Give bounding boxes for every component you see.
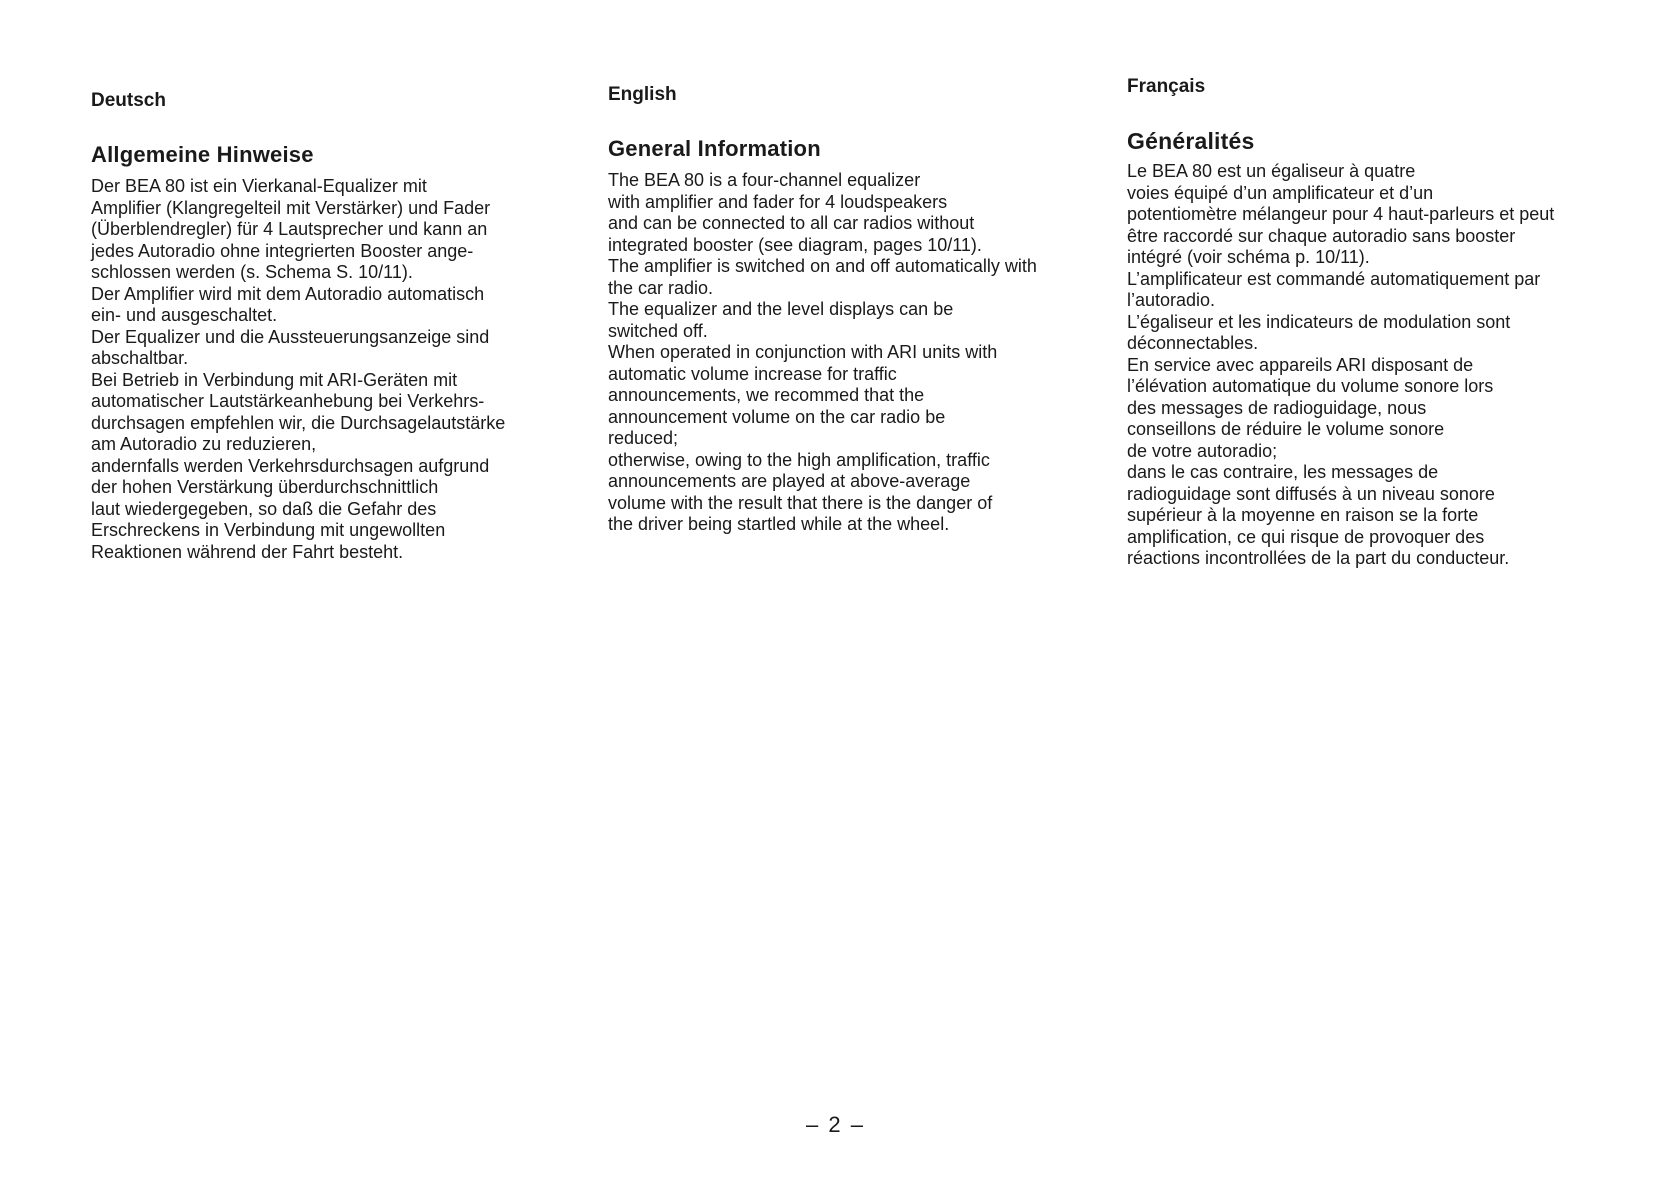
- language-label: Deutsch: [91, 90, 166, 111]
- text-line: with amplifier and fader for 4 loudspeakers: [608, 191, 948, 212]
- text-line: Erschreckens in Verbindung mit ungewollten: [91, 520, 446, 540]
- text-line: announcements are played at above-average: [608, 471, 971, 491]
- text-line: jedes Autoradio ohne integrierten Booster ange-: [91, 240, 474, 261]
- text-line: When operated in conjunction with ARI units with: [608, 342, 998, 362]
- text-line: Reaktionen während der Fahrt besteht.: [91, 541, 404, 562]
- text-line: automatic volume increase for traffic: [608, 363, 897, 384]
- text-line: Der BEA 80 ist ein Vierkanal-Equalizer mit: [91, 176, 427, 196]
- text-line: Der Equalizer und die Aussteuerungsanzeige sind: [91, 326, 490, 347]
- section-title: Allgemeine Hinweise: [91, 142, 314, 167]
- text-line: voies équipé d’un amplificateur et d’un: [1127, 182, 1434, 203]
- column-deutsch: [91, 90, 591, 563]
- text-line: automatischer Lautstärkeanhebung bei Verkehrs-: [91, 391, 485, 411]
- text-line: amplification, ce qui risque de provoquer des: [1127, 526, 1485, 547]
- text-line: The equalizer and the level displays can be: [608, 299, 954, 319]
- text-line: otherwise, owing to the high amplification, traffic: [608, 449, 990, 470]
- text-line: intégré (voir schéma p. 10/11).: [1127, 247, 1370, 267]
- text-line: l’élévation automatique du volume sonore lors: [1127, 376, 1494, 396]
- section-title: Généralités: [1127, 128, 1255, 154]
- text-line: ein- und ausgeschaltet.: [91, 305, 278, 325]
- page-number: – 2 –: [806, 1112, 865, 1137]
- text-line: switched off.: [608, 320, 708, 341]
- text-line: supérieur à la moyenne en raison se la forte: [1127, 505, 1479, 525]
- text-line: Bei Betrieb in Verbindung mit ARI-Geräten mit: [91, 369, 458, 390]
- column-francais: [1127, 76, 1627, 570]
- text-line: radioguidage sont diffusés à un niveau sonore: [1127, 483, 1495, 504]
- text-line: réactions incontrollées de la part du conducteur.: [1127, 548, 1510, 568]
- text-line: Der Amplifier wird mit dem Autoradio automatisch: [91, 283, 485, 304]
- text-line: reduced;: [608, 428, 679, 448]
- text-line: volume with the result that there is the danger of: [608, 492, 993, 513]
- text-line: abschaltbar.: [91, 348, 189, 368]
- text-line: announcement volume on the car radio be: [608, 406, 946, 427]
- text-line: déconnectables.: [1127, 333, 1259, 353]
- text-line: être raccordé sur chaque autoradio sans booster: [1127, 225, 1516, 246]
- text-line: am Autoradio zu reduzieren,: [91, 434, 317, 454]
- text-line: potentiomètre mélangeur pour 4 haut-parleurs et peut: [1127, 204, 1555, 224]
- text-line: (Überblendregler) für 4 Lautsprecher und kann an: [91, 219, 488, 239]
- body-text: [608, 170, 1108, 536]
- body-text: [1127, 161, 1627, 570]
- text-line: integrated booster (see diagram, pages 10/11).: [608, 234, 982, 255]
- text-line: andernfalls werden Verkehrsdurchsagen aufgrund: [91, 455, 490, 476]
- language-label: English: [608, 84, 677, 105]
- text-line: des messages de radioguidage, nous: [1127, 397, 1427, 418]
- body-text: [91, 176, 591, 563]
- text-line: der hohen Verstärkung überdurchschnittlich: [91, 477, 439, 497]
- text-line: dans le cas contraire, les messages de: [1127, 462, 1439, 482]
- text-line: announcements, we recommed that the: [608, 385, 925, 405]
- text-line: L’amplificateur est commandé automatiquement par: [1127, 268, 1541, 289]
- text-line: l’autoradio.: [1127, 290, 1216, 310]
- text-line: the driver being startled while at the wheel.: [608, 514, 950, 534]
- section-title: General Information: [608, 136, 821, 161]
- text-line: durchsagen empfehlen wir, die Durchsagelautstärke: [91, 412, 506, 433]
- text-line: L’égaliseur et les indicateurs de modulation sont: [1127, 311, 1511, 332]
- text-line: The BEA 80 is a four-channel equalizer: [608, 170, 921, 190]
- text-line: and can be connected to all car radios without: [608, 213, 975, 233]
- text-line: the car radio.: [608, 277, 714, 298]
- text-line: En service avec appareils ARI disposant de: [1127, 354, 1474, 375]
- text-line: Amplifier (Klangregelteil mit Verstärker) und Fader: [91, 197, 491, 218]
- column-english: [608, 84, 1108, 536]
- text-line: conseillons de réduire le volume sonore: [1127, 419, 1445, 439]
- text-line: schlossen werden (s. Schema S. 10/11).: [91, 262, 413, 282]
- language-label: Français: [1127, 76, 1206, 97]
- text-line: de votre autoradio;: [1127, 440, 1278, 461]
- text-line: laut wiedergegeben, so daß die Gefahr des: [91, 498, 437, 519]
- text-line: The amplifier is switched on and off automatically with: [608, 256, 1037, 276]
- text-line: Le BEA 80 est un égaliseur à quatre: [1127, 161, 1416, 181]
